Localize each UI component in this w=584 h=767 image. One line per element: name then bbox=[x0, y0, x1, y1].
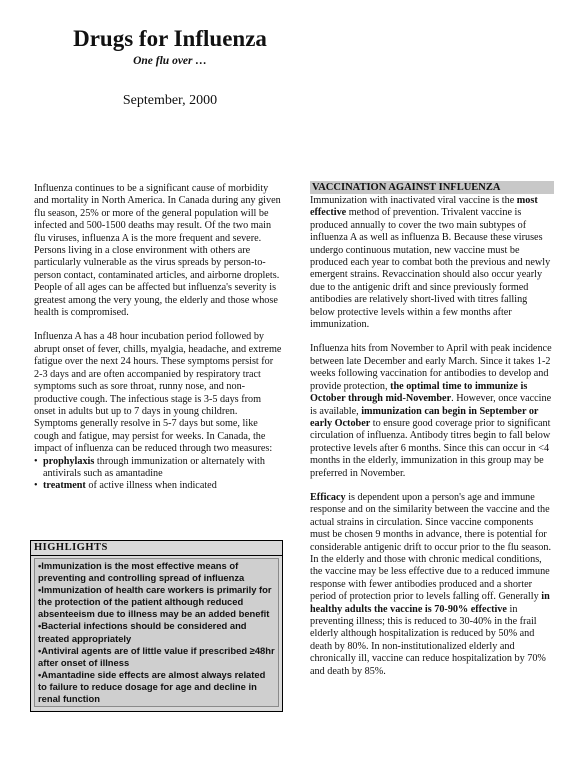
vaccination-paragraph: Immunization with inactivated viral vaccine is the most effective method of prevention. Trivalent vaccine is produced annually to cover the two main subtypes of influenza A as well as influenza B. Because these viruses undergo continuous mutation, new vaccine must be produced each year to combat both the previous and newly emergent strains. Revaccination should also occur yearly due to the antigenic drift and since previously formed antibodies are relatively short-lived with titres falling below protective levels within a few months after immunization. bbox=[310, 195, 551, 331]
list-item: • treatment of active illness when indicated bbox=[34, 480, 282, 492]
timing-paragraph: Influenza hits from November to April with peak incidence between late December and early March. Since it takes 1-2 weeks following vaccination for antibodies to develop and provide protection, the optimal time to immunize is October through mid-November. However, once vaccine is available, immunization can begin in September or early October to ensure good coverage prior to significant circulation of influenza. Antibody titres begin to fall below protective levels after 6 months. Since this can occur in <4 months in the elderly, immunization in this group may be preferred in November. bbox=[310, 343, 552, 479]
list-item: • prophylaxis through immunization or alternately with antivirals such as amantadine bbox=[34, 456, 282, 481]
publication-date: September, 2000 bbox=[122, 93, 218, 108]
highlight-item: •Immunization is the most effective means of preventing and controlling spread of influenza bbox=[38, 560, 245, 584]
highlights-heading: HIGHLIGHTS bbox=[31, 541, 282, 556]
vaccination-heading: VACCINATION AGAINST INFLUENZA bbox=[310, 181, 554, 194]
right-column bbox=[310, 181, 554, 678]
symptoms-paragraph: Influenza A has a 48 hour incubation period followed by abrupt onset of fever, chills, myalgia, headache, and extreme fatigue over the next 24 hours. These symptoms persist for 2-3 days and are often accompanied by respiratory tract symptoms such as sore throat, runny nose, and non-productive cough. The infectious stage is 3-5 days from onset in adults but up to 7 days in young children. Symptoms generally resolve in 5-7 days but some, like cough and fatigue, may persist for weeks. In Canada, the impact of influenza can be reduced through two measures: bbox=[34, 331, 282, 455]
highlights-box bbox=[30, 540, 283, 712]
highlight-item: •Antiviral agents are of little value if prescribed ≥48hr after onset of illness bbox=[38, 644, 275, 668]
page-subtitle: One flu over … bbox=[133, 55, 207, 67]
left-column bbox=[34, 183, 282, 493]
highlight-item: •Bacterial infections should be considered and treated appropriately bbox=[38, 620, 247, 644]
measures-list bbox=[34, 456, 282, 493]
highlight-item: •Immunization of health care workers is primarily for the protection of the patient although reduced absenteeism due to illness may be an added benefit bbox=[38, 584, 272, 620]
page-title: Drugs for Influenza bbox=[73, 26, 267, 51]
efficacy-paragraph: Efficacy is dependent upon a person's age and immune response and on the similarity between the vaccine and the actual strains in circulation. Since vaccine components must be chosen 9 months in advance, there is potential for considerable antigenic drift to occur prior to the flu season. In the elderly and those with chronic medical conditions, the vaccine may be less effective due to a reduced immune response with fewer antibodies produced and a shorter period of protection prior to levels falling off. Generally in healthy adults the vaccine is 70-90% effective in preventing illness; this is reduced to 30-40% in the frail elderly although hospitalization is reduced by 50% and death by 80%. In non-institutionalized elderly and chronically ill, vaccine can reduce hospitalization by 70% and death by 85%. bbox=[310, 491, 552, 677]
highlights-list bbox=[34, 558, 279, 707]
highlight-item: •Amantadine side effects are almost always related to failure to reduce dosage for age and decline in renal function bbox=[38, 668, 266, 705]
intro-paragraph: Influenza continues to be a significant cause of morbidity and mortality in North America. In Canada during any given flu season, 25% or more of the general population will be infected and 500-1500 deaths may result. Of the two main flu viruses, influenza A is the more frequent and severe. Persons living in a close environment with others are particularly vulnerable as the virus spreads by person-to-person contact, contaminated articles, and airborne droplets. People of all ages can be affected but influenza's severity is greatest among the very young, the elderly and those whose health is compromised. bbox=[34, 183, 281, 319]
